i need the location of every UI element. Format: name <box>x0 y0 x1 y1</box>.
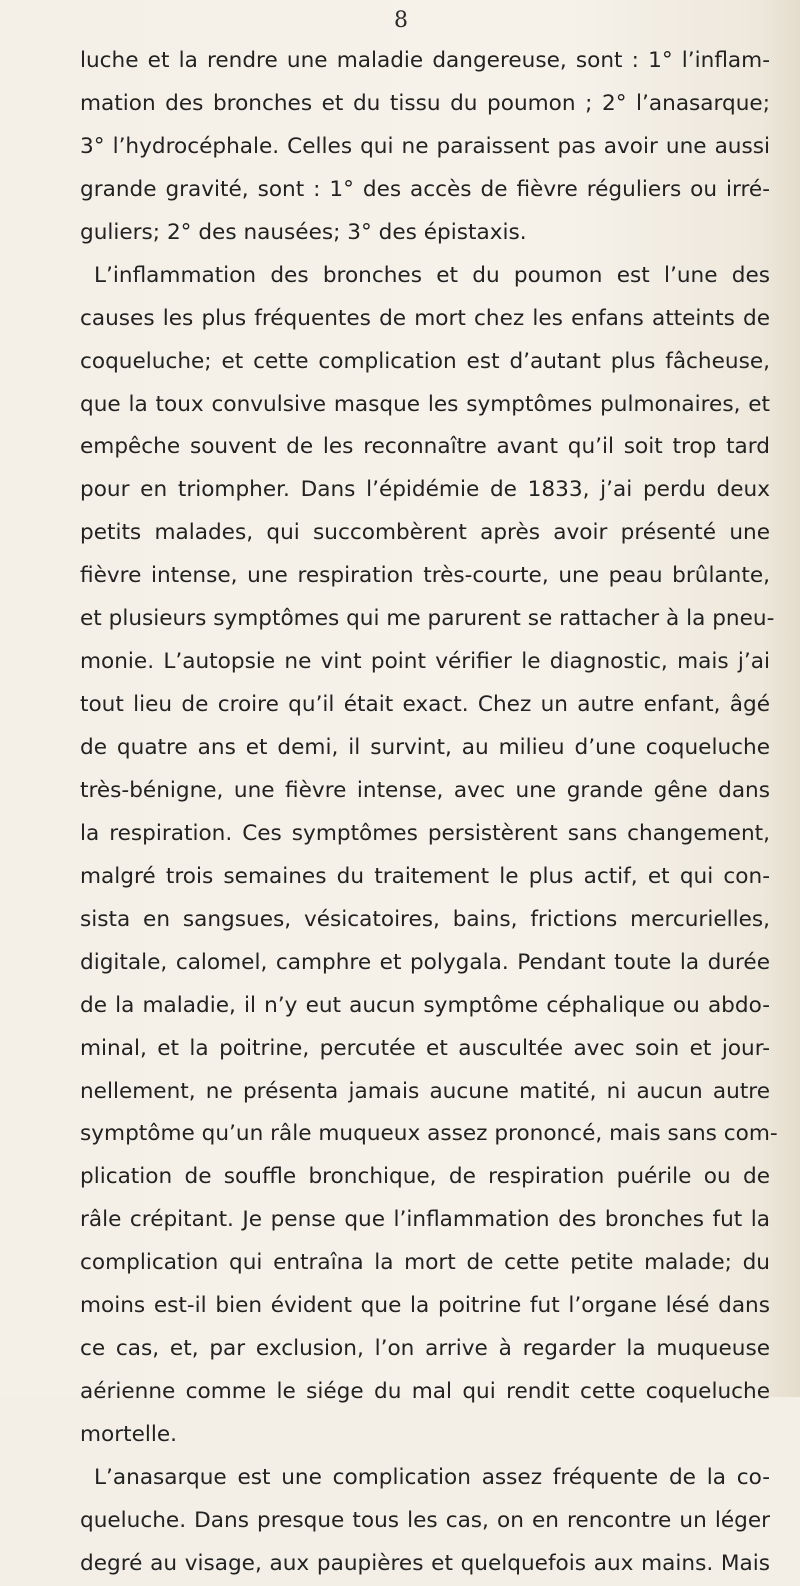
text-line: plication de souffle bronchique, de respiration puérile ou de <box>80 1164 770 1190</box>
text-line: monie. L’autopsie ne vint point vérifier le diagnostic, mais j’ai <box>80 649 770 675</box>
text-line: tout lieu de croire qu’il était exact. Chez un autre enfant, âgé <box>80 692 770 718</box>
paragraph-start-line: L’anasarque est une complication assez fréquente de la co- <box>94 1464 770 1490</box>
text-line: pour en triompher. Dans l’épidémie de 1833, j’ai perdu deux <box>80 477 770 503</box>
text-line: mortelle. <box>80 1422 178 1447</box>
text-line: coqueluche; et cette complication est d’autant plus fâcheuse, <box>80 348 770 374</box>
text-line: symptôme qu’un râle muqueux assez prononcé, mais sans com- <box>80 1121 778 1147</box>
text-line: guliers; 2° des nausées; 3° des épistaxis. <box>80 219 527 245</box>
text-line: ce cas, et, par exclusion, l’on arrive à regarder la muqueuse <box>80 1336 770 1362</box>
text-line: queluche. Dans presque tous les cas, on en rencontre un léger <box>80 1507 770 1533</box>
text-line: de la maladie, il n’y eut aucun symptôme céphalique ou abdo- <box>80 992 770 1018</box>
text-line: moins est-il bien évident que la poitrine fut l’organe lésé dans <box>80 1293 770 1319</box>
text-line: digitale, calomel, camphre et polygala. Pendant toute la durée <box>80 949 770 975</box>
text-line: sista en sangsues, vésicatoires, bains, frictions mercurielles, <box>80 906 770 932</box>
text-line: causes les plus fréquentes de mort chez les enfans atteints de <box>80 305 770 331</box>
text-line: et plusieurs symptômes qui me parurent se rattacher à la pneu- <box>80 606 775 632</box>
text-line: de quatre ans et demi, il survint, au milieu d’une coqueluche <box>80 735 770 760</box>
text-line: fièvre intense, une respiration très-courte, une peau brûlante, <box>80 563 770 589</box>
text-line: malgré trois semaines du traitement le plus actif, et qui con- <box>80 863 770 889</box>
text-line: la respiration. Ces symptômes persistèrent sans changement, <box>80 820 770 846</box>
text-line: grande gravité, sont : 1° des accès de fièvre réguliers ou irré- <box>80 176 770 202</box>
text-line: nellement, ne présenta jamais aucune matité, ni aucun autre <box>80 1078 770 1104</box>
text-line: empêche souvent de les reconnaître avant qu’il soit trop tard <box>80 434 770 460</box>
page-body <box>80 40 778 1586</box>
text-line: luche et la rendre une maladie dangereuse, sont : 1° l’inflam- <box>80 48 770 73</box>
text-line: aérienne comme le siége du mal qui rendit cette coqueluche <box>80 1379 770 1405</box>
text-line: degré au visage, aux paupières et quelquefois aux mains. Mais <box>80 1550 770 1576</box>
text-line: petits malades, qui succombèrent après avoir présenté une <box>80 520 770 546</box>
text-line: râle crépitant. Je pense que l’inflammation des bronches fut la <box>80 1207 770 1233</box>
paragraph-start-line: L’inflammation des bronches et du poumon est l’une des <box>94 262 770 288</box>
page-number: 8 <box>394 8 408 33</box>
text-line: 3° l’hydrocéphale. Celles qui ne paraissent pas avoir une aussi <box>80 133 770 159</box>
text-line: très-bénigne, une fièvre intense, avec une grande gêne dans <box>80 777 770 803</box>
text-line: mation des bronches et du tissu du poumon ; 2° l’anasarque; <box>80 90 770 116</box>
text-line: que la toux convulsive masque les symptômes pulmonaires, et <box>80 391 770 417</box>
text-line: complication qui entraîna la mort de cette petite malade; du <box>80 1250 770 1276</box>
text-line: minal, et la poitrine, percutée et auscultée avec soin et jour- <box>80 1035 770 1061</box>
